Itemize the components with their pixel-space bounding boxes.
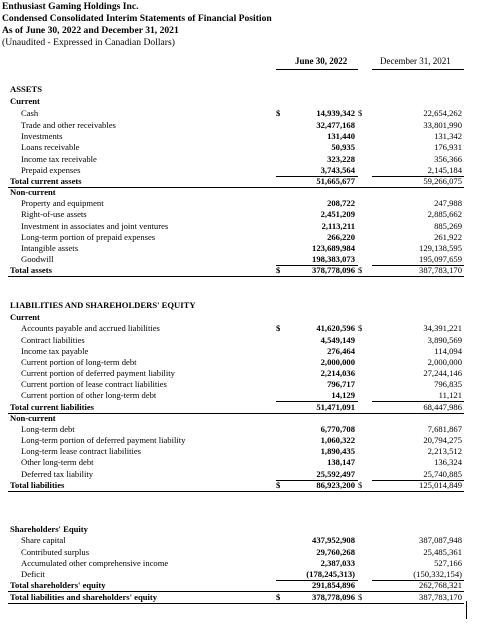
table-row [0, 390, 481, 401]
row-label: Investment in associates and joint ventures [21, 221, 169, 231]
section-heading [0, 96, 481, 107]
value-june-2022: 291,854,896 [312, 580, 355, 590]
total-row [0, 480, 481, 491]
table-row [0, 209, 481, 220]
table-row [0, 108, 481, 119]
value-june-2022: 437,952,908 [312, 535, 355, 545]
row-label: Accumulated other comprehensive income [21, 558, 169, 568]
row-label: Investments [21, 131, 63, 141]
value-dec-2021: 2,145,184 [427, 165, 462, 175]
table-row [0, 221, 481, 232]
row-label: Total current assets [10, 176, 82, 186]
value-dec-2021: 131,342 [434, 131, 462, 141]
statement-dates: As of June 30, 2022 and December 31, 2021 [2, 25, 179, 36]
row-label: Total liabilities and shareholders' equity [10, 592, 158, 602]
currency-symbol: $ [276, 480, 281, 490]
value-dec-2021: 247,988 [434, 198, 462, 208]
table-row [0, 368, 481, 379]
value-dec-2021: 387,783,170 [419, 592, 462, 602]
value-june-2022: 86,923,200 [316, 480, 355, 490]
table-row [0, 569, 481, 580]
value-dec-2021: 59,266,075 [423, 176, 462, 186]
value-june-2022: 1,890,435 [320, 446, 355, 456]
total-row [0, 265, 481, 276]
table-row [0, 165, 481, 176]
row-label: Right-of-use assets [21, 209, 87, 219]
row-label: Goodwill [21, 254, 54, 264]
row-label: Long-term debt [21, 424, 75, 434]
value-june-2022: 51,471,091 [316, 402, 355, 412]
row-label: Total assets [10, 265, 52, 275]
row-label: LIABILITIES AND SHAREHOLDERS' EQUITY [10, 300, 196, 310]
total-row [0, 580, 481, 591]
row-label: Current portion of lease contract liabilities [21, 379, 167, 389]
value-june-2022: 4,549,149 [320, 335, 355, 345]
section-heading [0, 300, 481, 311]
value-june-2022: 6,770,708 [320, 424, 355, 434]
value-dec-2021: 3,890,569 [427, 335, 462, 345]
value-dec-2021: 27,244,146 [423, 368, 462, 378]
value-dec-2021: 7,681,867 [427, 424, 462, 434]
table-row [0, 357, 481, 368]
row-label: Total shareholders' equity [10, 580, 106, 590]
value-dec-2021: 796,835 [434, 379, 462, 389]
value-dec-2021: 125,014,849 [419, 480, 462, 490]
currency-symbol: $ [358, 265, 363, 275]
table-row [0, 142, 481, 153]
section-heading [0, 524, 481, 535]
row-label: Deferred tax liability [21, 469, 94, 479]
currency-symbol: $ [358, 480, 363, 490]
value-dec-2021: (150,332,154) [413, 569, 462, 579]
value-june-2022: 25,592,497 [316, 469, 355, 479]
row-label: Long-term portion of prepaid expenses [21, 232, 156, 242]
row-label: Income tax payable [21, 346, 89, 356]
table-row [0, 243, 481, 254]
row-label: ASSETS [10, 84, 43, 94]
table-row [0, 254, 481, 265]
row-label: Accounts payable and accrued liabilities [21, 323, 160, 333]
table-row [0, 446, 481, 457]
currency-symbol: $ [358, 592, 363, 602]
row-label: Share capital [21, 535, 66, 545]
column-header-underline [372, 69, 464, 70]
value-dec-2021: 129,138,595 [419, 243, 462, 253]
value-june-2022: 378,778,096 [312, 265, 355, 275]
row-label: Contract liabilities [21, 335, 85, 345]
column-header-current: June 30, 2022 [295, 56, 348, 66]
value-june-2022: 208,722 [327, 198, 355, 208]
value-dec-2021: 2,213,512 [427, 446, 462, 456]
value-june-2022: 138,147 [327, 457, 355, 467]
value-june-2022: 1,060,322 [320, 435, 355, 445]
value-dec-2021: 885,269 [434, 221, 462, 231]
row-label: Contributed surplus [21, 547, 90, 557]
row-label: Total liabilities [10, 480, 65, 490]
value-dec-2021: 176,931 [434, 142, 462, 152]
total-row [0, 402, 481, 413]
company-name: Enthusiast Gaming Holdings Inc. [2, 1, 139, 12]
value-june-2022: 378,778,096 [312, 592, 355, 602]
row-label: Intangible assets [21, 243, 79, 253]
value-june-2022: 14,939,342 [316, 108, 355, 118]
total-row-rule [8, 491, 464, 492]
value-june-2022: 276,464 [327, 346, 355, 356]
table-row [0, 424, 481, 435]
value-june-2022: 3,743,564 [320, 165, 355, 175]
table-row [0, 323, 481, 334]
table-row [0, 335, 481, 346]
value-june-2022: 2,113,211 [321, 221, 355, 231]
value-dec-2021: 262,768,321 [419, 580, 462, 590]
total-row [0, 592, 481, 603]
row-label: Other long-term debt [21, 457, 94, 467]
table-row [0, 379, 481, 390]
row-label: Current [10, 96, 40, 106]
row-label: Shareholders' Equity [10, 524, 88, 534]
value-dec-2021: 22,654,262 [423, 108, 462, 118]
value-june-2022: (178,245,313) [306, 569, 355, 579]
value-june-2022: 32,477,168 [316, 120, 355, 130]
value-dec-2021: 136,324 [434, 457, 462, 467]
row-label: Long-term portion of deferred payment liability [21, 435, 186, 445]
table-row [0, 469, 481, 480]
value-june-2022: 796,717 [327, 379, 355, 389]
value-dec-2021: 387,783,170 [419, 265, 462, 275]
value-june-2022: 323,228 [327, 154, 355, 164]
value-june-2022: 14,129 [331, 390, 355, 400]
row-label: Loans receivable [21, 142, 80, 152]
currency-symbol: $ [358, 108, 363, 118]
value-june-2022: 2,451,209 [320, 209, 355, 219]
column-header-underline [276, 69, 358, 70]
value-dec-2021: 387,087,948 [419, 535, 462, 545]
table-row [0, 457, 481, 468]
value-dec-2021: 114,094 [434, 346, 462, 356]
section-heading [0, 312, 481, 323]
row-label: Current portion of other long-term debt [21, 390, 157, 400]
value-dec-2021: 356,366 [434, 154, 462, 164]
column-header-prior: December 31, 2021 [380, 56, 451, 66]
table-row [0, 232, 481, 243]
text-cursor [466, 601, 467, 619]
statement-title: Condensed Consolidated Interim Statements of Financial Position [2, 13, 272, 24]
value-june-2022: 29,760,268 [316, 547, 355, 557]
value-dec-2021: 261,922 [434, 232, 462, 242]
value-dec-2021: 33,801,990 [423, 120, 462, 130]
section-heading [0, 187, 481, 198]
value-june-2022: 198,383,073 [312, 254, 355, 264]
row-label: Long-term lease contract liabilities [21, 446, 142, 456]
row-label: Cash [21, 108, 39, 118]
value-dec-2021: 68,447,986 [423, 402, 462, 412]
value-dec-2021: 527,166 [434, 558, 462, 568]
currency-symbol: $ [276, 108, 281, 118]
value-june-2022: 123,689,984 [312, 243, 355, 253]
value-june-2022: 131,440 [327, 131, 355, 141]
row-label: Current portion of long-term debt [21, 357, 137, 367]
table-row [0, 535, 481, 546]
value-dec-2021: 20,794,275 [423, 435, 462, 445]
currency-symbol: $ [276, 265, 281, 275]
section-heading [0, 84, 481, 95]
value-dec-2021: 2,885,662 [427, 209, 462, 219]
table-row [0, 547, 481, 558]
currency-symbol: $ [358, 323, 363, 333]
currency-symbol: $ [276, 592, 281, 602]
statement-note: (Unaudited - Expressed in Canadian Dollars) [2, 37, 175, 48]
row-label: Deficit [21, 569, 45, 579]
value-june-2022: 50,935 [331, 142, 355, 152]
total-row-rule [8, 276, 464, 277]
value-dec-2021: 25,740,885 [423, 469, 462, 479]
value-dec-2021: 2,000,000 [427, 357, 462, 367]
value-dec-2021: 11,121 [438, 390, 462, 400]
row-label: Property and equipment [21, 198, 104, 208]
table-row [0, 198, 481, 209]
row-label: Current portion of deferred payment liability [21, 368, 175, 378]
table-row [0, 154, 481, 165]
value-dec-2021: 25,485,361 [423, 547, 462, 557]
value-june-2022: 2,387,033 [320, 558, 355, 568]
value-june-2022: 51,665,677 [316, 176, 355, 186]
value-june-2022: 266,220 [327, 232, 355, 242]
row-label: Trade and other receivables [21, 120, 116, 130]
value-june-2022: 2,000,000 [320, 357, 355, 367]
value-june-2022: 2,214,036 [320, 368, 355, 378]
row-label: Total current liabilities [10, 402, 95, 412]
total-row [0, 176, 481, 187]
row-label: Non-current [10, 413, 56, 423]
row-label: Current [10, 312, 40, 322]
row-label: Non-current [10, 187, 56, 197]
row-label: Prepaid expenses [21, 165, 81, 175]
table-row [0, 120, 481, 131]
currency-symbol: $ [276, 323, 281, 333]
value-june-2022: 41,620,596 [316, 323, 355, 333]
value-dec-2021: 195,097,659 [419, 254, 462, 264]
section-heading [0, 413, 481, 424]
table-row [0, 558, 481, 569]
table-row [0, 346, 481, 357]
total-row-rule [8, 603, 464, 604]
table-row [0, 131, 481, 142]
table-row [0, 435, 481, 446]
row-label: Income tax receivable [21, 154, 97, 164]
value-dec-2021: 34,391,221 [423, 323, 462, 333]
